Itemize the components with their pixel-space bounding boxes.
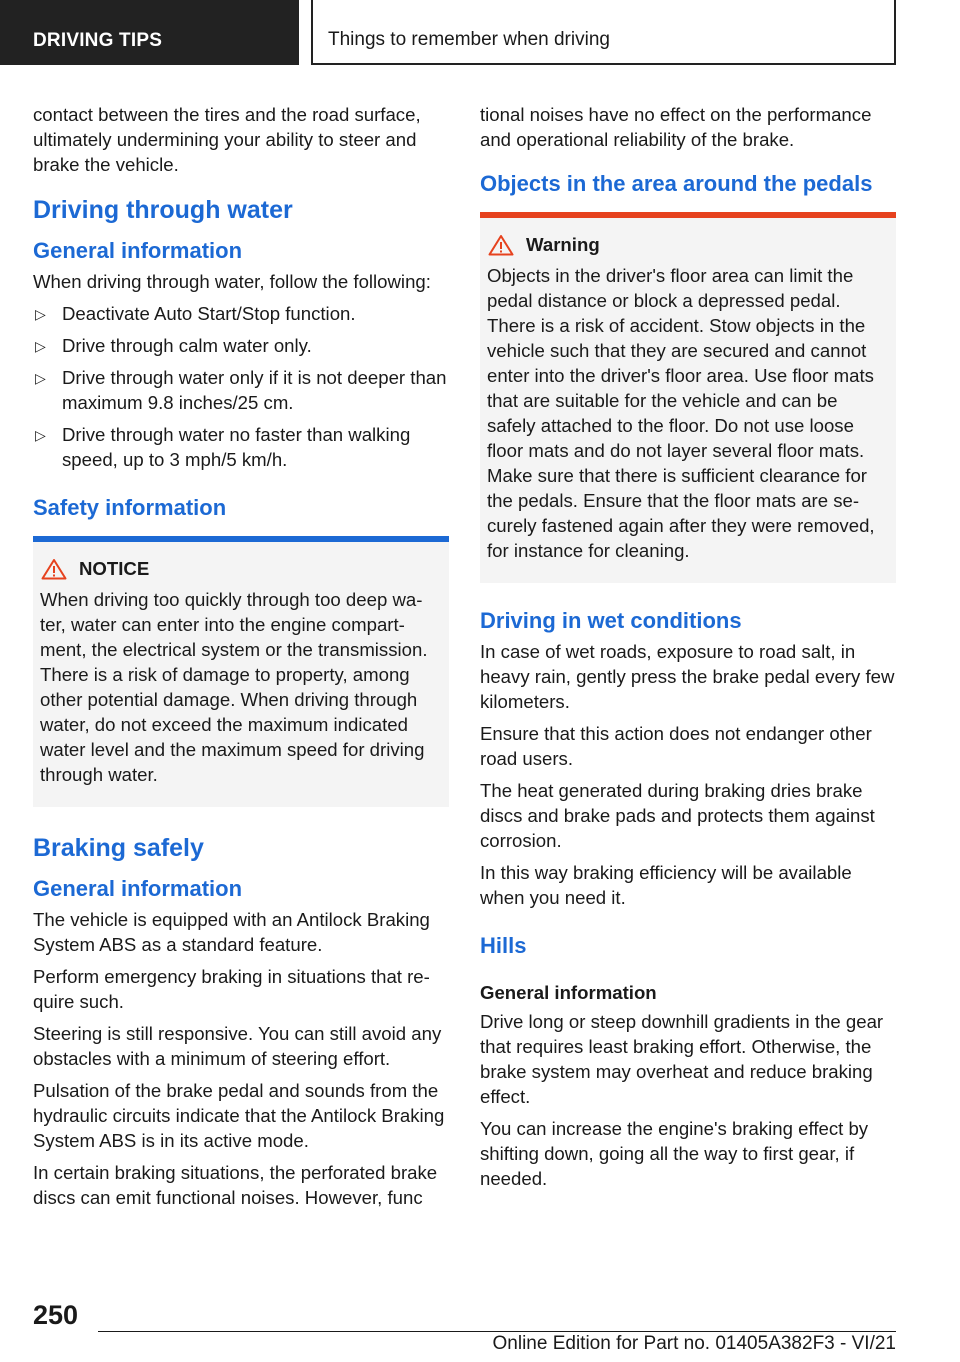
notice-text: When driving too quickly through too deep water, water can enter into the engine compartment, the electrical system or the transmission. There is a risk of damage to property, among other potential damage. When driving through water, do not exceed the maximum indicated water level and the maximum speed for driving through water. [40,589,428,785]
hills-paragraph-2: You can increase the engine's braking effect by shifting down, going all the way to first gear, if needed. [480,1118,869,1189]
section-tab [0,0,299,65]
notice-header [40,556,442,581]
wet-paragraph-1: In case of wet roads, exposure to road salt, in heavy rain, gently press the brake pedal every few kilometers. [480,641,895,712]
heading-hills: Hills [480,933,527,958]
list-item: ▷ Deactivate Auto Start/Stop function. [33,301,449,326]
water-list [33,301,449,472]
braking-paragraph-3: Steering is still responsive. You can still avoid any obstacles with a minimum of steering effort. [33,1023,442,1069]
notice-label: NOTICE [79,558,150,579]
edition-note: Online Edition for Part no. 01405A382F3 - VI/21 [492,1333,896,1354]
triangle-bullet-icon: ▷ [35,370,46,386]
heading-objects-around-pedals: Objects in the area around the pedals [480,171,873,196]
heading-hills-general-information: General information [480,982,657,1003]
triangle-bullet-icon: ▷ [35,427,46,443]
braking-paragraph-5: In certain braking situations, the perforated brake discs can emit functional noises. However, func [33,1162,438,1208]
left-column [33,102,449,1217]
page-number: 250 [33,1300,79,1330]
wet-paragraph-2: Ensure that this action does not endanger other road users. [480,723,872,769]
warning-box [480,212,896,583]
intro-paragraph: contact between the tires and the road surface, ultimately undermining your ability to steer and brake the vehicle. [33,104,421,175]
warning-triangle-icon [488,234,514,256]
list-item: ▷ Drive through water only if it is not deeper than maximum 9.8 inches/25 cm. [35,367,447,413]
chapter-title: Things to remember when driving [328,29,610,50]
heading-braking-safely: Braking safely [33,834,204,862]
warning-text: Objects in the driver's floor area can limit the pedal distance or block a depressed pedal. There is a risk of accident. Stow objects in the vehicle such that they are secured and cannot enter into the driver's floor area. Use floor mats that are suitable for the vehicle and can be safely attached to the floor. Do not use loose floor mats and do not layer several floor mats. Make sure that there is sufficient clearance for the pedals. Ensure that the floor mats are securely fastened again after they were removed, for instance for cleaning. [487,265,875,561]
footer-divider [98,1331,896,1332]
heading-braking-general-information: General information [33,876,243,901]
heading-wet-conditions: Driving in wet conditions [480,608,742,633]
hills-paragraph-1: Drive long or steep downhill gradients in the gear that requires least braking effort. Otherwise, the brake system may overheat and reduce braking effect. [480,1011,884,1107]
water-intro: When driving through water, follow the following: [33,271,431,292]
warning-label: Warning [526,234,600,255]
warning-header [487,232,889,257]
warning-triangle-icon [41,558,67,580]
triangle-bullet-icon: ▷ [35,306,46,322]
wet-paragraph-4: In this way braking efficiency will be available when you need it. [480,862,852,908]
wet-paragraph-3: The heat generated during braking dries brake discs and brake pads and protects them against corrosion. [480,780,875,851]
notice-box [33,536,449,807]
heading-safety-information: Safety information [33,495,227,520]
heading-driving-through-water: Driving through water [33,196,293,224]
heading-water-general-information: General information [33,238,243,263]
right-column [480,102,896,1198]
list-item: ▷ Drive through calm water only. [33,333,449,358]
triangle-bullet-icon: ▷ [35,338,46,354]
braking-paragraph-2: Perform emergency braking in situations that require such. [33,966,430,1012]
continuation-paragraph: tional noises have no effect on the performance and operational reliability of the brake. [480,104,872,150]
list-item: ▷ Drive through water no faster than walking speed, up to 3 mph/5 km/h. [35,424,411,470]
section-title: DRIVING TIPS [33,30,163,51]
braking-paragraph-1: The vehicle is equipped with an Antilock Braking System ABS as a standard feature. [33,909,430,955]
chapter-tab [311,0,896,65]
braking-paragraph-4: Pulsation of the brake pedal and sounds from the hydraulic circuits indicate that the Antilock Braking System ABS is in its active mode. [33,1080,445,1151]
